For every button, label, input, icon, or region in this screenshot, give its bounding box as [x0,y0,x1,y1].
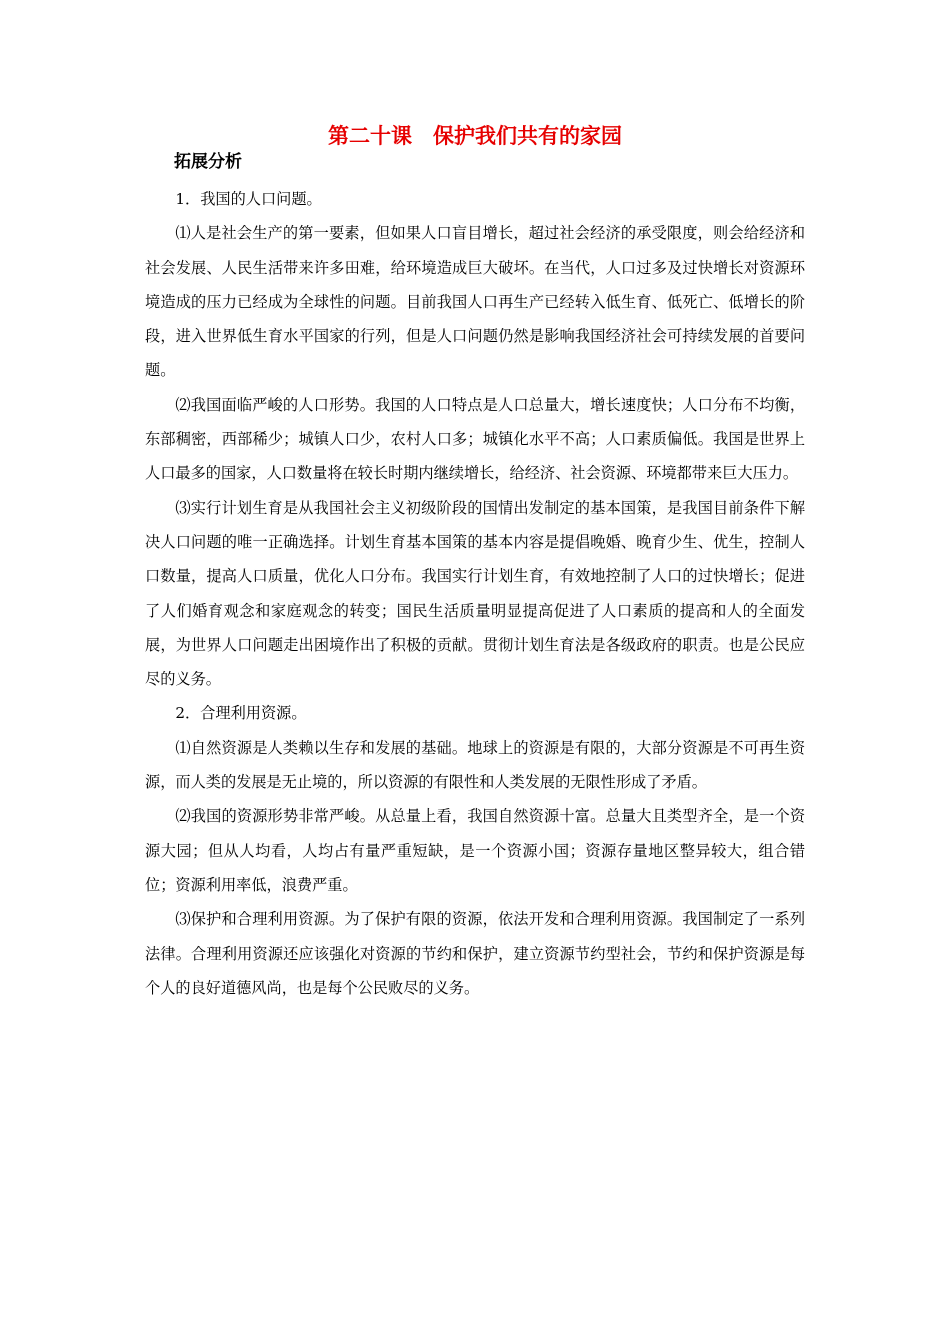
paragraph-2-3: ⑶保护和合理利用资源。为了保护有限的资源，依法开发和合理利用资源。我国制定了一系列法律。合理利用资源还应该强化对资源的节约和保护，建立资源节约型社会，节约和保护资源是每个人的良好道德风尚，也是每个公民败尽的义务。 [145,910,805,997]
paragraph-1-2: ⑵我国面临严峻的人口形势。我国的人口特点是人口总量大，增长速度快；人口分布不均衡，东部稠密，西部稀少；城镇人口少，农村人口多；城镇化水平不高；人口素质偏低。我国是世界上人口最多的国家，人口数量将在较长时期内继续增长，给经济、社会资源、环境都带来巨大压力。 [145,395,805,483]
item-2-heading: 2．合理利用资源。 [175,704,307,723]
document-body [145,182,805,1005]
lesson-title: 第二十课 保护我们共有的家园 [328,124,622,148]
section-heading: 拓展分析 [174,152,242,172]
paragraph-2-1: ⑴自然资源是人类赖以生存和发展的基础。地球上的资源是有限的，大部分资源是不可再生资源，而人类的发展是无止境的，所以资源的有限性和人类发展的无限性形成了矛盾。 [145,738,805,792]
paragraph-2-2: ⑵我国的资源形势非常严峻。从总量上看，我国自然资源十富。总量大且类型齐全，是一个资源大园；但从人均看，人均占有量严重短缺，是一个资源小国；资源存量地区整异较大，组合错位；资源利用率低，浪费严重。 [145,807,805,894]
paragraph-1-1: ⑴人是社会生产的第一要素，但如果人口盲目增长，超过社会经济的承受限度，则会给经济和社会发展、人民生活带来许多田难，给环境造成巨大破坏。在当代，人口过多及过快增长对资源环境造成的压力已经成为全球性的问题。目前我国人口再生产已经转入低生育、低死亡、低增长的阶段，进入世界低生育水平国家的行列，但是人口问题仍然是影响我国经济社会可持续发展的首要问题。 [145,224,805,380]
item-1-heading: 1．我国的人口问题。 [175,190,322,208]
paragraph-1-3: ⑶实行计划生育是从我国社会主义初级阶段的国情出发制定的基本国策，是我国目前条件下解决人口问题的唯一正确选择。计划生育基本国策的基本内容是提倡晚婚、晚育少生、优生，控制人口数量，提高人口质量，优化人口分布。我国实行计划生育，有效地控制了人口的过快增长；促进了人们婚育观念和家庭观念的转变；国民生活质量明显提高促进了人口素质的提高和人的全面发展，为世界人口问题走出困境作出了积极的贡献。贯彻计划生育法是各级政府的职责。也是公民应尽的义务。 [145,498,805,689]
